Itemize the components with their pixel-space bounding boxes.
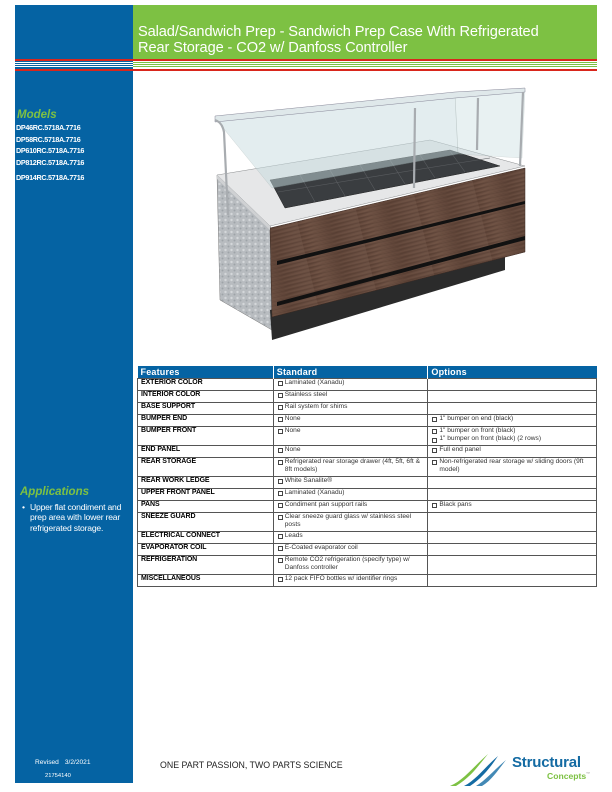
table-row xyxy=(138,378,597,390)
model-item: DP812RC.5718A.7716 xyxy=(16,157,85,167)
standard-item: Rail system for shims xyxy=(277,403,425,412)
standard-cell xyxy=(273,512,428,531)
option-item: 1" bumper on front (black) xyxy=(431,427,593,436)
table-row xyxy=(138,574,597,586)
options-cell xyxy=(428,476,597,488)
document-number: 21754140 xyxy=(45,773,71,779)
options-cell xyxy=(428,390,597,402)
revision-info xyxy=(35,759,91,766)
feature-cell: REAR STORAGE xyxy=(138,457,274,476)
option-item: Full end panel xyxy=(431,446,593,455)
page-title xyxy=(138,24,539,56)
model-item: DP914RC.5718A.7716 xyxy=(16,173,85,182)
standard-item: None xyxy=(277,446,425,455)
table-row xyxy=(138,402,597,414)
standard-cell xyxy=(273,531,428,543)
footer-tagline: ONE PART PASSION, TWO PARTS SCIENCE xyxy=(160,760,343,770)
standard-item: Leads xyxy=(277,532,425,541)
page-title-line-1: Salad/Sandwich Prep - Sandwich Prep Case With Refrigerated xyxy=(138,24,539,40)
revised-label: Revised xyxy=(35,759,59,766)
model-item: DP610RC.5718A.7716 xyxy=(16,146,85,155)
table-row xyxy=(138,555,597,574)
options-cell xyxy=(428,543,597,555)
models-section xyxy=(16,109,132,184)
standard-item: None xyxy=(277,415,425,424)
standard-item: Stainless steel xyxy=(277,391,425,400)
standard-item: Laminated (Xanadu) xyxy=(277,489,425,498)
option-item: 1" bumper on front (black) (2 rows) xyxy=(431,435,593,444)
column-header-features: Features xyxy=(138,366,274,378)
options-cell xyxy=(428,445,597,457)
standard-cell xyxy=(273,488,428,500)
standard-item: Condiment pan support rails xyxy=(277,501,425,510)
product-image xyxy=(200,80,550,350)
standard-cell xyxy=(273,414,428,426)
standard-cell xyxy=(273,574,428,586)
standard-item: Refrigerated rear storage drawer (4ft, 5ft, 6ft & 8ft models) xyxy=(277,458,425,475)
table-row xyxy=(138,500,597,512)
applications-section xyxy=(20,486,132,533)
options-cell xyxy=(428,531,597,543)
feature-cell: INTERIOR COLOR xyxy=(138,390,274,402)
feature-cell: BUMPER FRONT xyxy=(138,426,274,445)
standard-item: Laminated (Xanadu) xyxy=(277,379,425,388)
structural-concepts-logo xyxy=(446,750,606,790)
model-item: DP46RC.5718A.7716 xyxy=(16,123,81,132)
feature-cell: REFRIGERATION xyxy=(138,555,274,574)
table-row xyxy=(138,488,597,500)
feature-cell: MISCELLANEOUS xyxy=(138,574,274,586)
spec-table xyxy=(137,366,597,587)
model-item: DP58RC.5718A.7716 xyxy=(16,134,81,144)
options-cell xyxy=(428,512,597,531)
table-row xyxy=(138,390,597,402)
options-cell xyxy=(428,414,597,426)
standard-cell xyxy=(273,555,428,574)
feature-cell: REAR WORK LEDGE xyxy=(138,476,274,488)
standard-cell xyxy=(273,445,428,457)
options-cell xyxy=(428,378,597,390)
feature-cell: SNEEZE GUARD xyxy=(138,512,274,531)
page-title-line-2: Rear Storage - CO2 w/ Danfoss Controller xyxy=(138,40,408,56)
revised-date: 3/2/2021 xyxy=(64,759,91,766)
options-cell xyxy=(428,402,597,414)
table-row xyxy=(138,512,597,531)
table-row xyxy=(138,531,597,543)
feature-cell: END PANEL xyxy=(138,445,274,457)
feature-cell: BUMPER END xyxy=(138,414,274,426)
table-row xyxy=(138,476,597,488)
table-row xyxy=(138,414,597,426)
standard-item: White Sanalite® xyxy=(277,477,425,486)
feature-cell: PANS xyxy=(138,500,274,512)
decorative-stripes xyxy=(15,59,597,71)
standard-cell xyxy=(273,402,428,414)
standard-cell xyxy=(273,476,428,488)
standard-cell xyxy=(273,390,428,402)
standard-item: None xyxy=(277,427,425,436)
application-item: • Upper flat condiment and prep area with lower rear refrigerated storage. xyxy=(20,502,132,533)
table-row xyxy=(138,445,597,457)
models-heading: Models xyxy=(17,109,57,121)
standard-item: E-Coated evaporator coil xyxy=(277,544,425,553)
feature-cell: BASE SUPPORT xyxy=(138,402,274,414)
table-header-row xyxy=(138,366,597,378)
options-cell xyxy=(428,500,597,512)
standard-cell xyxy=(273,457,428,476)
logo-swoosh-icon xyxy=(446,750,510,790)
logo-wordmark: Structural xyxy=(512,754,581,771)
table-row xyxy=(138,457,597,476)
standard-item: Remote CO2 refrigeration (specify type) w/ Danfoss controller xyxy=(277,556,425,573)
option-item: Black pans xyxy=(431,501,593,510)
option-item: Non-refrigerated rear storage w/ sliding doors (9ft model) xyxy=(431,458,593,475)
applications-heading: Applications xyxy=(20,486,90,498)
options-cell xyxy=(428,457,597,476)
options-cell xyxy=(428,574,597,586)
feature-cell: UPPER FRONT PANEL xyxy=(138,488,274,500)
standard-cell xyxy=(273,543,428,555)
feature-cell: ELECTRICAL CONNECT xyxy=(138,531,274,543)
logo-subtitle: Concepts™ xyxy=(547,771,591,781)
feature-cell: EXTERIOR COLOR xyxy=(138,378,274,390)
column-header-standard: Standard xyxy=(273,366,428,378)
options-cell xyxy=(428,555,597,574)
table-row xyxy=(138,426,597,445)
column-header-options: Options xyxy=(428,366,597,378)
feature-cell: EVAPORATOR COIL xyxy=(138,543,274,555)
standard-cell xyxy=(273,426,428,445)
option-item: 1" bumper on end (black) xyxy=(431,415,593,424)
standard-item: 12 pack FIFO bottles w/ identifier rings xyxy=(277,575,425,584)
options-cell xyxy=(428,488,597,500)
options-cell xyxy=(428,426,597,445)
standard-cell xyxy=(273,500,428,512)
table-row xyxy=(138,543,597,555)
standard-item: Clear sneeze guard glass w/ stainless steel posts xyxy=(277,513,425,530)
title-banner xyxy=(133,5,597,59)
standard-cell xyxy=(273,378,428,390)
